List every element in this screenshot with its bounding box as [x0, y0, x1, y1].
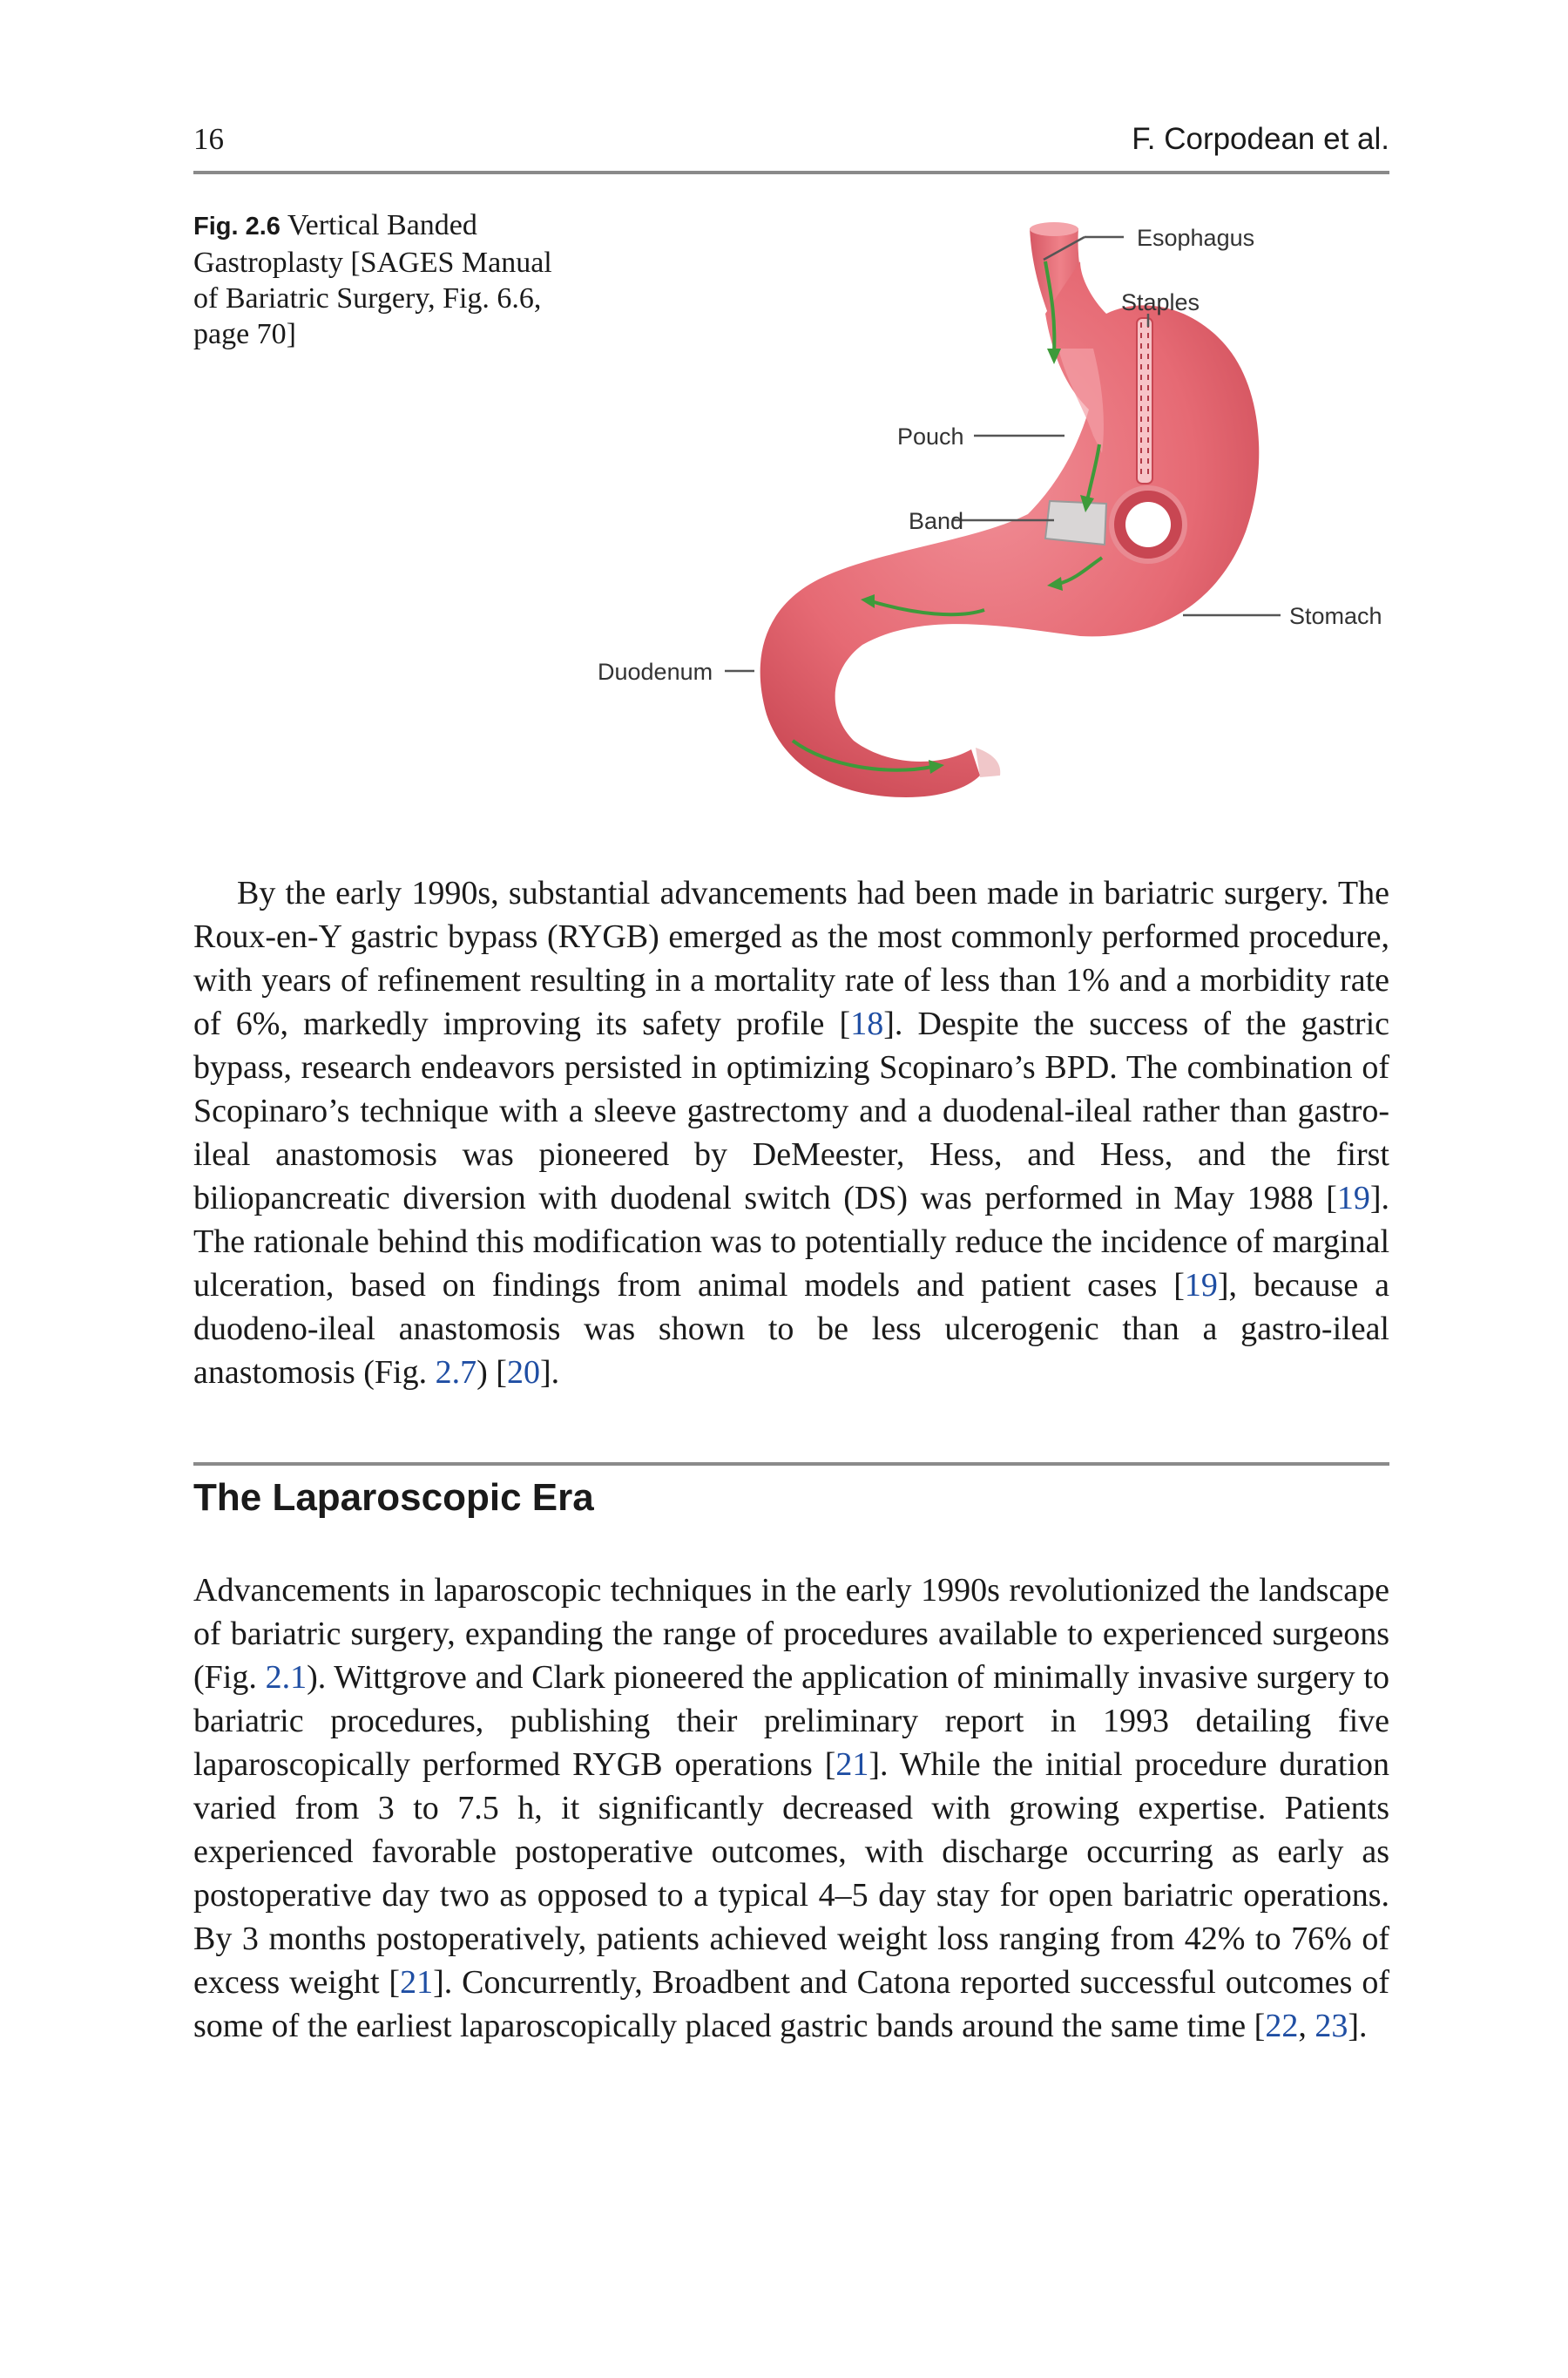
label-esophagus: Esophagus	[1137, 225, 1255, 251]
label-stomach: Stomach	[1289, 603, 1382, 629]
label-staples: Staples	[1121, 289, 1200, 315]
citation-link[interactable]: 21	[835, 1746, 869, 1783]
duodenum-tip	[976, 748, 1000, 777]
citation-link[interactable]: 22	[1265, 2008, 1299, 2044]
paragraph-text: ].	[1348, 2008, 1368, 2044]
gastric-band	[1045, 501, 1106, 545]
paragraph-text: ]. The rationale behind this modification was to potentially reduce the incidence of marginal ulceration, based on findings from animal models and patient cases [	[193, 1180, 1389, 1304]
figure-label: Fig. 2.6	[193, 213, 280, 241]
paragraph-text: ). Wittgrove and Clark pioneered the application of minimally invasive surgery to bariatric procedures, publishing their preliminary report in 1993 detailing five laparoscopically performed RYGB operations [	[193, 1659, 1389, 1783]
citation-link[interactable]: 19	[1336, 1180, 1370, 1216]
section-rule	[193, 1462, 1389, 1466]
paragraph-text: ], because a duodeno-ileal anastomosis was shown to be less ulcerogenic than a gastro-ileal anastomosis (Fig.	[193, 1267, 1389, 1391]
paragraph-text: ]. Despite the success of the gastric bypass, research endeavors persisted in optimizing Scopinaro’s BPD. The combination of Scopinaro’s technique with a sleeve gastrectomy and a duodenal-ileal rather than gastro-ileal anastomosis was pioneered by DeMeester, Hess, and Hess, and the first biliopancreatic diversion with duodenal switch (DS) was performed in May 1988 [	[193, 1006, 1389, 1216]
esophagus-opening	[1030, 222, 1078, 236]
citation-link[interactable]: 23	[1315, 2008, 1348, 2044]
citation-link[interactable]: 20	[506, 1354, 540, 1391]
label-band: Band	[909, 508, 964, 534]
paragraph-text: ,	[1298, 2008, 1315, 2044]
running-head: F. Corpodean et al.	[1132, 122, 1389, 156]
citation-link[interactable]: 21	[400, 1964, 434, 2001]
page-number: 16	[193, 122, 224, 156]
paragraph-text: ].	[539, 1354, 560, 1391]
figure-caption-text: Vertical Banded Gastroplasty [SAGES Manual of Bariatric Surgery, Fig. 6.6, page 70]	[193, 209, 552, 350]
body-paragraph-2	[193, 1568, 1389, 2048]
body-paragraph-1	[193, 871, 1389, 1394]
paragraph-text: Advancements in laparoscopic techniques in the early 1990s revolutionized the landscape of bariatric surgery, expanding the range of procedures available to experienced surgeons (Fig.	[193, 1572, 1389, 1696]
citation-link[interactable]: 18	[850, 1006, 884, 1042]
citation-link[interactable]: 2.1	[265, 1659, 308, 1696]
paragraph-text: ) [	[476, 1354, 507, 1391]
section-heading: The Laparoscopic Era	[193, 1476, 594, 1519]
citation-link[interactable]: 2.7	[435, 1354, 477, 1391]
label-duodenum: Duodenum	[598, 659, 713, 685]
label-pouch: Pouch	[897, 423, 964, 450]
citation-link[interactable]: 19	[1184, 1267, 1218, 1304]
staple-line	[1137, 318, 1152, 484]
paragraph-text: By the early 1990s, substantial advancements had been made in bariatric surgery. The Roux-en-Y gastric bypass (RYGB) emerged as the most commonly performed procedure, with years of refinement resulting in a mortality rate of less than 1% and a morbidity rate of 6%, markedly improving its safety profile [	[193, 875, 1389, 1042]
paragraph-text: ]. While the initial procedure duration varied from 3 to 7.5 h, it significantly decreased with growing expertise. Patients experienced favorable postoperative outcomes, with discharge occurring as early as postoperative day two as opposed to a typical 4–5 day stay for open bariatric operations. By 3 months postoperatively, patients achieved weight loss ranging from 42% to 76% of excess weight [	[193, 1746, 1389, 2001]
stomach-illustration	[0, 0, 1568, 837]
paragraph-text: ]. Concurrently, Broadbent and Catona reported successful outcomes of some of the earliest laparoscopically placed gastric bands around the same time [	[193, 1964, 1389, 2044]
